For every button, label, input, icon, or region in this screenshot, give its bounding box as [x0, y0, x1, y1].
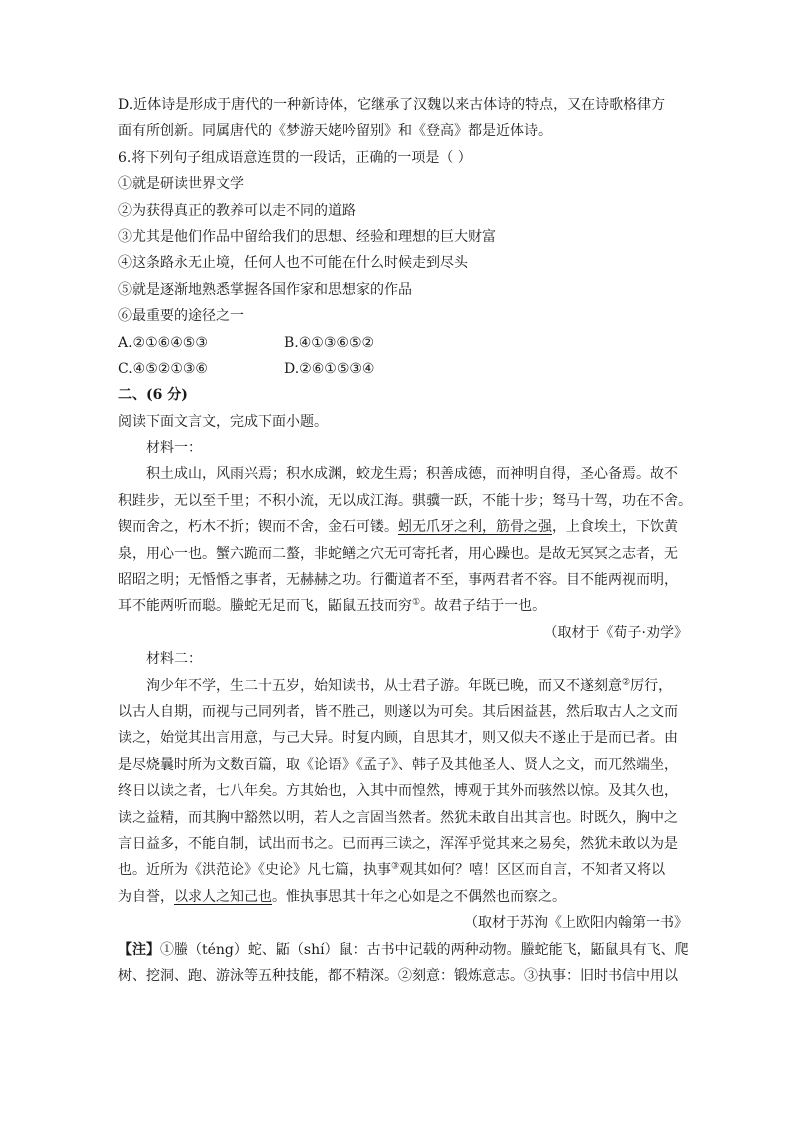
material1-line3-end: ，上食埃土，下饮黄 — [552, 519, 678, 536]
footnote-ref-3: ③ — [391, 861, 400, 872]
section-heading: 二、(6 分) — [118, 387, 188, 404]
q6-option-c: C.④⑤②①③⑥ — [118, 360, 208, 377]
material2-label: 材料二： — [146, 651, 202, 668]
material2-line8 — [118, 857, 688, 883]
section-instruction: 阅读下面文言文，完成下面小题。 — [118, 413, 328, 430]
material2-line6: 读之益精，而其胸中豁然以明，若人之言固当然者。然犹未敢自出其言也。时既久，胸中之 — [118, 809, 678, 826]
material2-line1-end: 厉行， — [630, 677, 673, 694]
q6-item-5: ⑤就是逐渐地熟悉掌握各国作家和思想家的作品 — [118, 281, 412, 298]
material2-line8-start: 也。近所为《洪范论》《史论》凡七篇，执事 — [118, 862, 391, 879]
material1-line2: 积跬步，无以至千里；不积小流，无以成江海。骐骥一跃，不能十步；驽马十驾，功在不舍。 — [118, 492, 692, 509]
material2-line2: 以古人自期，而视与己同列者，皆不胜己，则遂以为可矣。其后困益甚，然后取古人之文而 — [118, 703, 678, 720]
q5-option-d-line1: D.近体诗是形成于唐代的一种新诗体，它继承了汉魏以来古体诗的特点，又在诗歌格律方 — [118, 97, 666, 113]
material1-underlined-sentence: 蚓无爪牙之利，筋骨之强 — [398, 519, 552, 536]
q6-option-d: D.②⑥①⑤③④ — [284, 360, 375, 377]
material1-line1: 积土成山，风雨兴焉；积水成渊，蛟龙生焉；积善成德，而神明自得，圣心备焉。故不 — [146, 466, 678, 483]
notes-line1-text: ①螣（téng）蛇、鼫（shí）鼠：古书中记载的两种动物。螣蛇能飞，鼫鼠具有飞、爬 — [160, 941, 689, 958]
material1-line3-start: 锲而舍之，朽木不折；锲而不舍，金石可镂。 — [118, 519, 398, 536]
notes-line2: 树、挖洞、跑、游泳等五种技能，都不精深。②刻意：锻炼意志。③执事：旧时书信中用以 — [118, 967, 678, 984]
q6-item-2: ②为获得真正的教养可以走不同的道路 — [118, 202, 356, 219]
q6-stem: 6.将下列句子组成语意连贯的一段话，正确的一项是（ ） — [118, 149, 472, 166]
document-body — [118, 92, 692, 989]
q6-item-6: ⑥最重要的途径之一 — [118, 308, 244, 325]
material2-line3: 读之，始觉其出言用意，与己大异。时复内顾，自思其才，则又似夫不遂止于是而已者。由 — [118, 730, 678, 747]
q6-options-row-2 — [118, 356, 688, 382]
material2-line4: 是尽烧曩时所为文数百篇，取《论语》《孟子》、韩子及其他圣人、贤人之文，而兀然端坐， — [118, 756, 678, 773]
material1-line6-end: 。故君子结于一也。 — [420, 598, 547, 615]
footnote-ref-2: ② — [622, 676, 631, 687]
q6-item-1: ①就是研读世界文学 — [118, 176, 244, 193]
material2-line8-end: 观其如何？嘻！区区而自言，不知者又将以 — [399, 862, 666, 879]
material2-underlined-sentence: 以求人之知己也 — [174, 888, 272, 905]
material2-line9-start: 为自誉， — [118, 888, 174, 905]
material1-line6 — [118, 593, 688, 619]
material1-line5: 昭昭之明；无惛惛之事者，无赫赫之功。行衢道者不至，事两君者不容。目不能两视而明， — [118, 572, 678, 589]
q6-item-3: ③尤其是他们作品中留给我们的思想、经验和理想的巨大财富 — [118, 228, 496, 245]
material1-line4: 泉，用心一也。蟹六跪而二螯，非蛇鳝之穴无可寄托者，用心躁也。是故无冥冥之志者，无 — [118, 545, 678, 562]
material2-line5: 终日以读之者，七八年矣。方其始也，入其中而惶然，博观于其外而骇然以惊。及其久也， — [118, 783, 678, 800]
q5-option-d-line2: 面有所创新。同属唐代的《梦游天姥吟留别》和《登高》都是近体诗。 — [118, 123, 552, 140]
material2-line9-end: 。惟执事思其十年之心如是之不偶然也而察之。 — [272, 888, 566, 905]
material2-line1-start: 洵少年不学，生二十五岁，始知读书，从士君子游。年既已晚，而又不遂刻意 — [146, 677, 622, 694]
q6-item-4: ④这条路永无止境，任何人也不可能在什么时候走到尽头 — [118, 255, 468, 272]
footnote-ref-1: ① — [412, 597, 421, 608]
q6-options-row-1 — [118, 330, 688, 356]
q6-option-b: B.④①③⑥⑤② — [284, 334, 375, 351]
material1-line6-start: 耳不能两听而聪。螣蛇无足而飞，鼫鼠五技而穷 — [118, 598, 412, 615]
notes-tag: 【注】 — [118, 941, 160, 958]
material2-line7: 言日益多，不能自制，试出而书之。已而再三读之，浑浑乎觉其来之易矣，然犹未敢以为是 — [118, 835, 678, 852]
material1-label: 材料一： — [146, 440, 202, 457]
notes-line1 — [118, 937, 688, 963]
material2-line1 — [118, 673, 688, 699]
material2-line9 — [118, 884, 688, 910]
material1-line3 — [118, 514, 688, 540]
material2-source: （取材于苏洵《上欧阳内翰第一书》 — [464, 915, 688, 932]
q6-option-a: A.②①⑥④⑤③ — [118, 334, 208, 351]
material1-source: （取材于《荀子·劝学》 — [543, 624, 688, 641]
